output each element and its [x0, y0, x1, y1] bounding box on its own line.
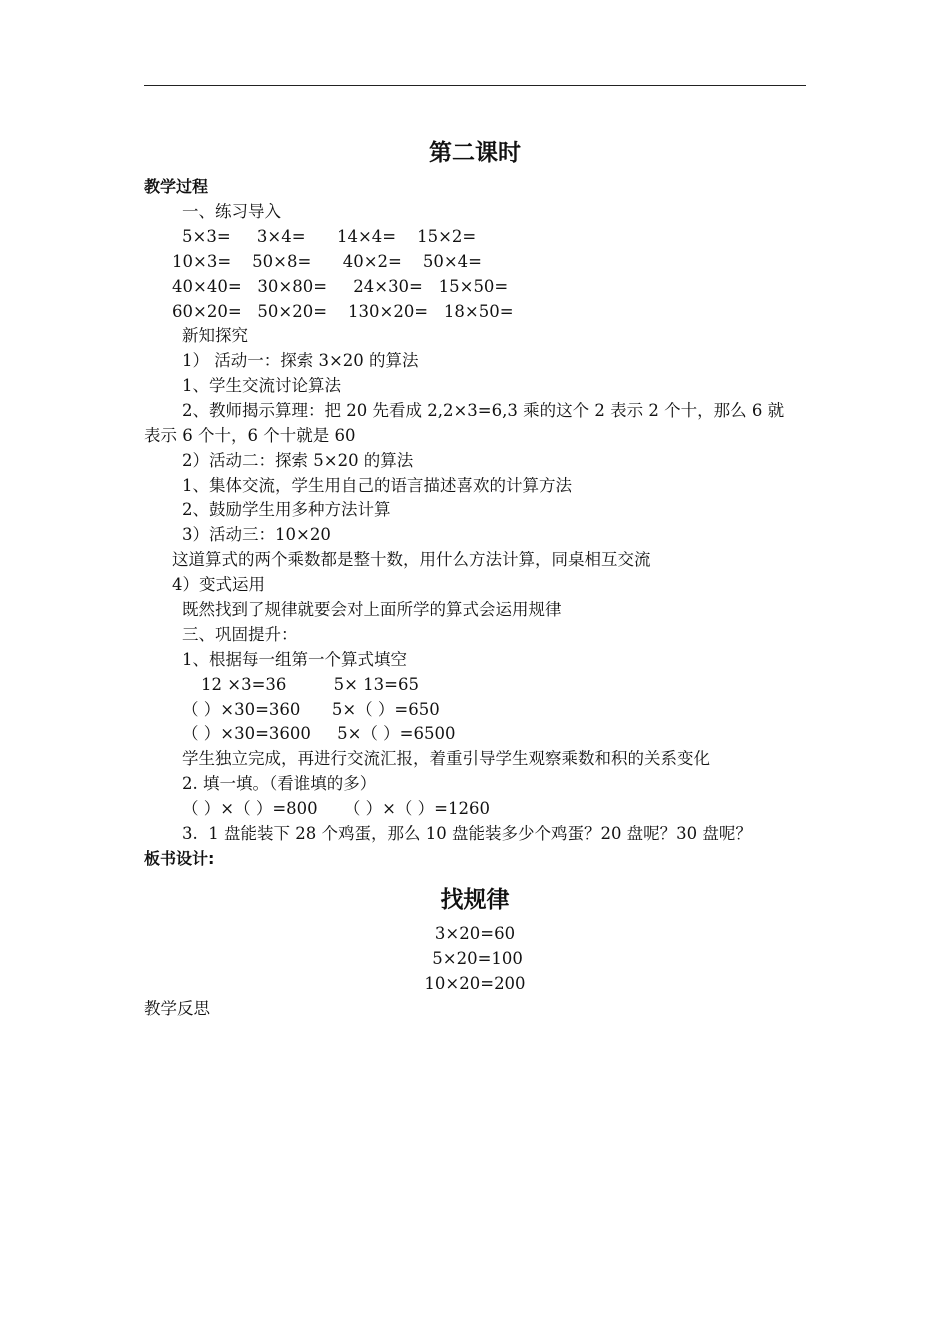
text-line: 1） 活动一：探索 3×20 的算法 — [182, 351, 419, 370]
text-line: 表示 6 个十，6 个十就是 60 — [144, 426, 356, 445]
text-line: 新知探究 — [182, 326, 248, 345]
text-line: 2、鼓励学生用多种方法计算 — [182, 500, 391, 519]
text-line: 5×3= 3×4= 14×4= 15×2= — [182, 227, 477, 246]
text-line: （ ）×30=3600 5×（ ）=6500 — [182, 724, 456, 743]
reflection-label: 教学反思 — [144, 999, 210, 1018]
page-title: 第二课时 — [429, 140, 521, 166]
text-line: 这道算式的两个乘数都是整十数，用什么方法计算，同桌相互交流 — [172, 550, 651, 569]
section-heading-process: 教学过程 — [144, 177, 209, 196]
text-line: 12 ×3=36 5× 13=65 — [201, 675, 419, 694]
text-line: 40×40= 30×80= 24×30= 15×50= — [172, 277, 509, 296]
text-line: 4）变式运用 — [172, 575, 265, 594]
text-line: 1、学生交流讨论算法 — [182, 376, 341, 395]
text-line: 10×3= 50×8= 40×2= 50×4= — [172, 252, 483, 271]
text-line: 2）活动二：探索 5×20 的算法 — [182, 451, 414, 470]
text-line: 1、根据每一组第一个算式填空 — [182, 650, 407, 669]
text-line: （ ）×30=360 5×（ ）=650 — [182, 700, 440, 719]
text-line: 学生独立完成，再进行交流汇报，着重引导学生观察乘数和积的关系变化 — [182, 749, 710, 768]
text-line: 既然找到了规律就要会对上面所学的算式会运用规律 — [182, 600, 562, 619]
text-line: 一、练习导入 — [182, 202, 281, 221]
text-line: 60×20= 50×20= 130×20= 18×50= — [172, 302, 514, 321]
header-rule — [144, 85, 806, 86]
text-line: 1、集体交流，学生用自己的语言描述喜欢的计算方法 — [182, 476, 572, 495]
text-line: 三、巩固提升： — [182, 625, 298, 644]
section-heading-board: 板书设计: — [144, 849, 215, 868]
text-line: 3）活动三：10×20 — [182, 525, 331, 544]
text-line: （ ）×（ ）=800 （ ）×（ ）=1260 — [182, 799, 490, 818]
board-line: 10×20=200 — [424, 974, 526, 993]
text-line: 3. 1 盘能装下 28 个鸡蛋，那么 10 盘能装多少个鸡蛋？20 盘呢？30 盘呢？ — [182, 824, 752, 843]
board-line: 5×20=100 — [427, 949, 523, 968]
text-line: 2、教师揭示算理：把 20 先看成 2,2×3=6,3 乘的这个 2 表示 2 个十，那么 6 就 — [182, 401, 785, 420]
board-line: 3×20=60 — [434, 924, 516, 943]
board-title: 找规律 — [440, 887, 510, 913]
text-line: 2. 填一填。（看谁填的多） — [182, 774, 377, 793]
